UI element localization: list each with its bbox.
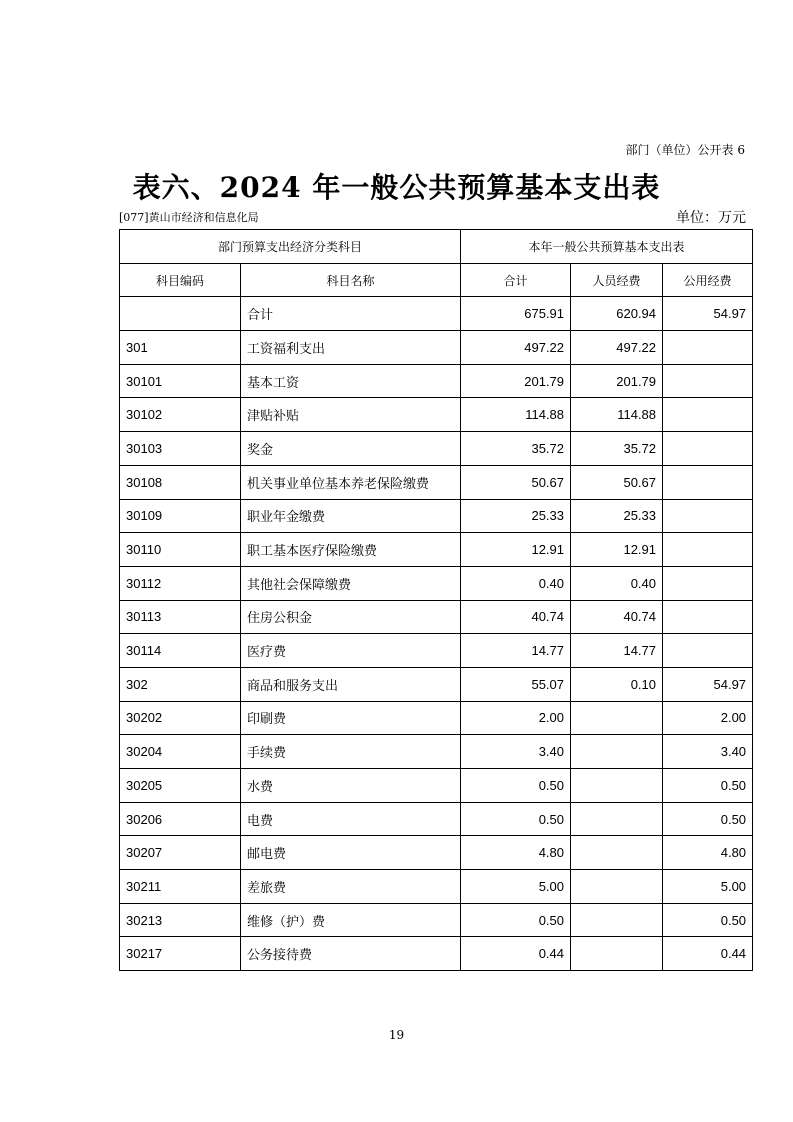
cell-code: 30213 <box>120 903 241 937</box>
header-public: 公用经费 <box>663 263 753 297</box>
cell-public: 0.50 <box>663 802 753 836</box>
cell-public <box>663 600 753 634</box>
cell-total: 12.91 <box>461 533 571 567</box>
cell-personnel <box>571 870 663 904</box>
cell-name: 印刷费 <box>241 701 461 735</box>
cell-name: 奖金 <box>241 432 461 466</box>
cell-personnel: 0.40 <box>571 566 663 600</box>
cell-code: 30206 <box>120 802 241 836</box>
cell-code: 30101 <box>120 364 241 398</box>
cell-total: 4.80 <box>461 836 571 870</box>
cell-personnel: 497.22 <box>571 331 663 365</box>
table-row <box>120 634 753 668</box>
cell-personnel: 50.67 <box>571 465 663 499</box>
table-row <box>120 802 753 836</box>
cell-public: 54.97 <box>663 297 753 331</box>
cell-name: 津贴补贴 <box>241 398 461 432</box>
header-code: 科目编码 <box>120 263 241 297</box>
page-number: 19 <box>388 1028 405 1042</box>
cell-code: 30109 <box>120 499 241 533</box>
cell-name: 职工基本医疗保险缴费 <box>241 533 461 567</box>
cell-public: 3.40 <box>663 735 753 769</box>
cell-code: 30110 <box>120 533 241 567</box>
cell-personnel: 0.10 <box>571 667 663 701</box>
table-row <box>120 533 753 567</box>
cell-name: 手续费 <box>241 735 461 769</box>
cell-name: 工资福利支出 <box>241 331 461 365</box>
cell-total: 50.67 <box>461 465 571 499</box>
cell-name: 职业年金缴费 <box>241 499 461 533</box>
cell-personnel: 620.94 <box>571 297 663 331</box>
cell-total: 40.74 <box>461 600 571 634</box>
cell-public: 0.50 <box>663 903 753 937</box>
cell-public <box>663 432 753 466</box>
budget-table <box>119 229 753 971</box>
cell-name: 公务接待费 <box>241 937 461 971</box>
cell-code: 30108 <box>120 465 241 499</box>
table-row <box>120 465 753 499</box>
cell-total: 5.00 <box>461 870 571 904</box>
cell-code: 30205 <box>120 769 241 803</box>
table-row <box>120 499 753 533</box>
cell-name: 电费 <box>241 802 461 836</box>
table-row <box>120 870 753 904</box>
cell-name: 维修（护）费 <box>241 903 461 937</box>
cell-public <box>663 364 753 398</box>
cell-code: 30207 <box>120 836 241 870</box>
cell-public <box>663 465 753 499</box>
table-row <box>120 364 753 398</box>
cell-public: 5.00 <box>663 870 753 904</box>
cell-total: 0.50 <box>461 769 571 803</box>
cell-personnel: 25.33 <box>571 499 663 533</box>
cell-total: 3.40 <box>461 735 571 769</box>
table-row <box>120 398 753 432</box>
cell-name: 商品和服务支出 <box>241 667 461 701</box>
cell-public <box>663 398 753 432</box>
cell-personnel <box>571 836 663 870</box>
table-row <box>120 600 753 634</box>
table-row <box>120 937 753 971</box>
cell-total: 201.79 <box>461 364 571 398</box>
cell-code: 30113 <box>120 600 241 634</box>
cell-code: 30211 <box>120 870 241 904</box>
cell-total: 35.72 <box>461 432 571 466</box>
cell-name: 合计 <box>241 297 461 331</box>
table-row <box>120 667 753 701</box>
cell-personnel <box>571 937 663 971</box>
cell-total: 0.50 <box>461 903 571 937</box>
unit-label: 单位：万元 <box>676 210 746 226</box>
cell-name: 水费 <box>241 769 461 803</box>
cell-name: 其他社会保障缴费 <box>241 566 461 600</box>
table-row <box>120 903 753 937</box>
header-group-classification: 部门预算支出经济分类科目 <box>120 230 461 264</box>
cell-name: 差旅费 <box>241 870 461 904</box>
table-row <box>120 432 753 466</box>
table-row <box>120 331 753 365</box>
cell-total: 14.77 <box>461 634 571 668</box>
cell-name: 邮电费 <box>241 836 461 870</box>
cell-total: 0.44 <box>461 937 571 971</box>
cell-personnel: 40.74 <box>571 600 663 634</box>
table-row <box>120 701 753 735</box>
cell-total: 0.50 <box>461 802 571 836</box>
cell-public: 54.97 <box>663 667 753 701</box>
table-row <box>120 566 753 600</box>
cell-personnel: 14.77 <box>571 634 663 668</box>
table-body <box>120 297 753 971</box>
cell-public <box>663 634 753 668</box>
cell-personnel: 35.72 <box>571 432 663 466</box>
cell-code: 30217 <box>120 937 241 971</box>
cell-personnel <box>571 769 663 803</box>
cell-name: 机关事业单位基本养老保险缴费 <box>241 465 461 499</box>
cell-public: 4.80 <box>663 836 753 870</box>
header-total: 合计 <box>461 263 571 297</box>
page-title: 表六、2024 年一般公共预算基本支出表 <box>132 171 661 204</box>
table-row <box>120 735 753 769</box>
cell-code <box>120 297 241 331</box>
cell-personnel: 12.91 <box>571 533 663 567</box>
cell-personnel <box>571 735 663 769</box>
cell-personnel <box>571 701 663 735</box>
header-personnel: 人员经费 <box>571 263 663 297</box>
table-row <box>120 769 753 803</box>
cell-personnel <box>571 802 663 836</box>
cell-public <box>663 566 753 600</box>
cell-total: 0.40 <box>461 566 571 600</box>
cell-public <box>663 499 753 533</box>
cell-total: 497.22 <box>461 331 571 365</box>
cell-code: 30202 <box>120 701 241 735</box>
cell-personnel: 114.88 <box>571 398 663 432</box>
table-row <box>120 297 753 331</box>
header-name: 科目名称 <box>241 263 461 297</box>
cell-code: 30114 <box>120 634 241 668</box>
cell-name: 医疗费 <box>241 634 461 668</box>
cell-code: 302 <box>120 667 241 701</box>
cell-total: 114.88 <box>461 398 571 432</box>
cell-personnel: 201.79 <box>571 364 663 398</box>
cell-public <box>663 533 753 567</box>
cell-code: 30103 <box>120 432 241 466</box>
cell-public: 2.00 <box>663 701 753 735</box>
cell-total: 675.91 <box>461 297 571 331</box>
table-number-note: 部门（单位）公开表 6 <box>625 143 745 157</box>
cell-public <box>663 331 753 365</box>
cell-code: 301 <box>120 331 241 365</box>
cell-total: 25.33 <box>461 499 571 533</box>
table-row <box>120 836 753 870</box>
cell-name: 住房公积金 <box>241 600 461 634</box>
cell-name: 基本工资 <box>241 364 461 398</box>
department-label: [077]黄山市经济和信息化局 <box>119 211 259 224</box>
cell-personnel <box>571 903 663 937</box>
cell-total: 55.07 <box>461 667 571 701</box>
cell-code: 30204 <box>120 735 241 769</box>
cell-public: 0.50 <box>663 769 753 803</box>
header-group-expenditure: 本年一般公共预算基本支出表 <box>461 230 753 264</box>
cell-total: 2.00 <box>461 701 571 735</box>
cell-code: 30112 <box>120 566 241 600</box>
cell-public: 0.44 <box>663 937 753 971</box>
cell-code: 30102 <box>120 398 241 432</box>
